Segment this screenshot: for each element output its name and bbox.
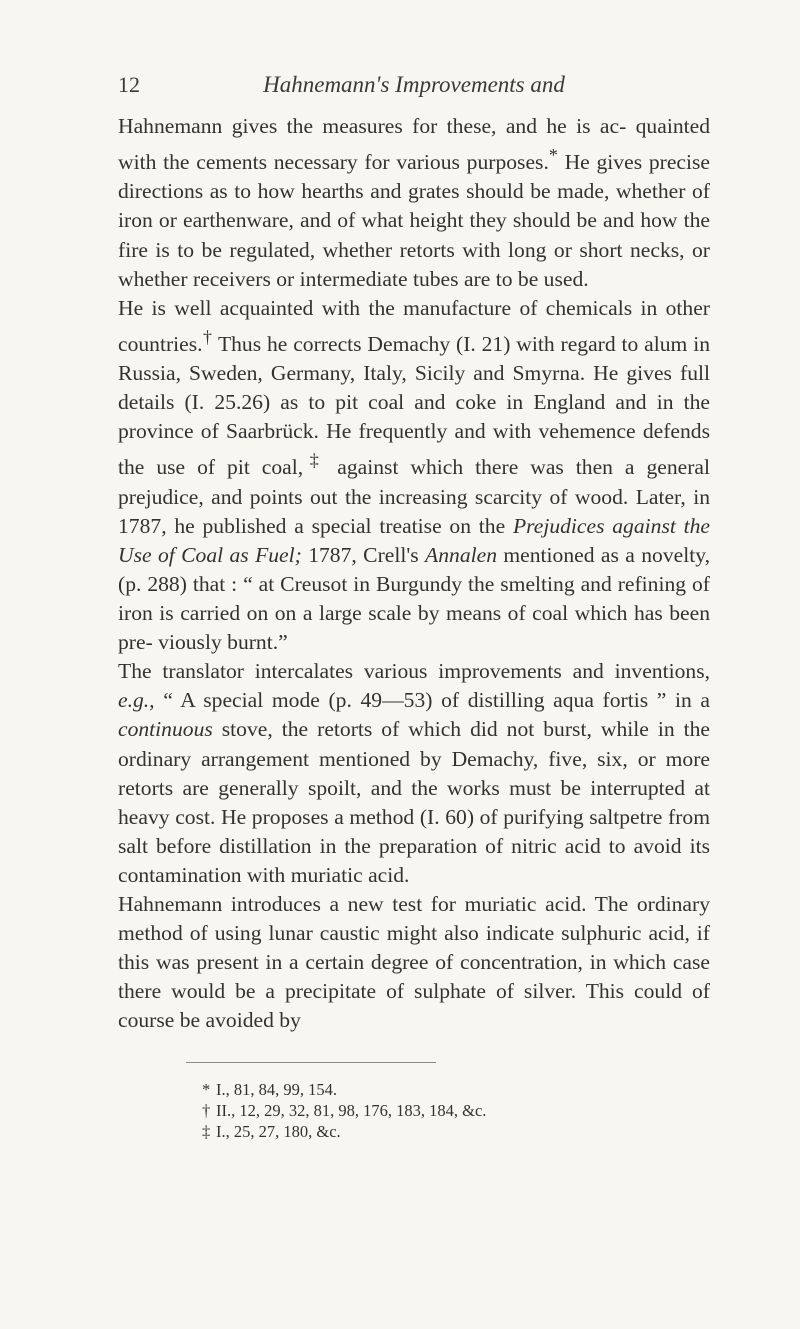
footnote (202, 1100, 710, 1121)
running-head (118, 72, 710, 112)
footnote-mark: * (202, 1080, 211, 1100)
text-run: Hahnemann introduces a new test for muriatic acid. The ordinary method of using lunar caustic might also indicate sulphuric acid, if this was present in a certain degree of concentration, in which case there would be a precipitate of sulphate of silver. This could of course be avoided by (118, 892, 710, 1033)
footnote-divider (186, 1062, 436, 1063)
italic-text: continuous (118, 717, 213, 742)
book-title: Prejudices against the Use of Coal as Fuel; (118, 513, 711, 567)
text-run: mentioned as a novelty, (p. 288) that : “ at Creusot in Burgundy the smelting and refining of iron is carried on on a large scale by means of coal which has been pre- viously burnt.” (118, 542, 710, 655)
text-run: He gives precise directions as to how hearths and grates should be made, whether of iron or earthenware, and of what height they should be and how the fire is to be regulated, whether retorts with long or short necks, or whether receivers or intermediate tubes are to be used. (118, 150, 710, 291)
text-run: The translator intercalates various improvements and inventions, (118, 659, 710, 684)
paragraph (118, 294, 710, 658)
text-run: against which there was then a general prejudice, and points out the increasing scarcity of wood. Later, in 1787, he published a special treatise on the (118, 455, 711, 538)
text-run: Thus he corrects Demachy (I. 21) with regard to alum in Russia, Sweden, Germany, Italy, Sicily and Smyrna. He gives full details (I. 25.26) as to pit coal and coke in England and in the province of Saarbrück. He frequently and with vehemence defends the use of pit coal, (118, 332, 710, 480)
text-run: stove, the retorts of which did not burst, while in the ordinary arrangement mentioned by Demachy, five, six, or more retorts are generally spoilt, and the works must be interrupted at heavy cost. He proposes a method (I. 60) of purifying saltpetre from salt before distillation in the preparation of nitric acid to avoid its contamination with muriatic acid. (118, 717, 710, 887)
footnote-mark: † (202, 1101, 211, 1121)
footnote-text: I., 81, 84, 99, 154. (216, 1080, 337, 1100)
paragraph (118, 657, 710, 890)
paragraph (118, 890, 710, 1035)
footnote-ref: ‡ (303, 450, 326, 471)
body-text (118, 112, 710, 1035)
footnote-ref: † (202, 326, 213, 347)
footnote-mark: ‡ (202, 1122, 211, 1142)
footnote-text: I., 25, 27, 180, &c. (216, 1122, 341, 1142)
footnote (202, 1121, 710, 1142)
page-number: 12 (118, 72, 140, 97)
running-title: Hahnemann's Improvements and (263, 72, 565, 97)
text-run: He is well acquainted with the manufacture of chemicals in other countries. (118, 295, 710, 357)
text-run: Hahnemann gives the measures for these, and he is ac- quainted with the cements necessary for various purposes. (118, 114, 710, 175)
book-page (118, 72, 710, 1142)
italic-text: e.g., (118, 688, 155, 713)
footnotes (118, 1079, 710, 1142)
journal-title: Annalen (425, 542, 497, 567)
text-run: 1787, Crell's (301, 542, 426, 567)
footnote-text: II., 12, 29, 32, 81, 98, 176, 183, 184, &c. (216, 1101, 487, 1121)
paragraph (118, 112, 710, 294)
footnote (202, 1079, 710, 1100)
footnote-ref: * (548, 145, 558, 166)
text-run: “ A special mode (p. 49—53) of distilling aqua fortis ” in a (154, 688, 710, 713)
